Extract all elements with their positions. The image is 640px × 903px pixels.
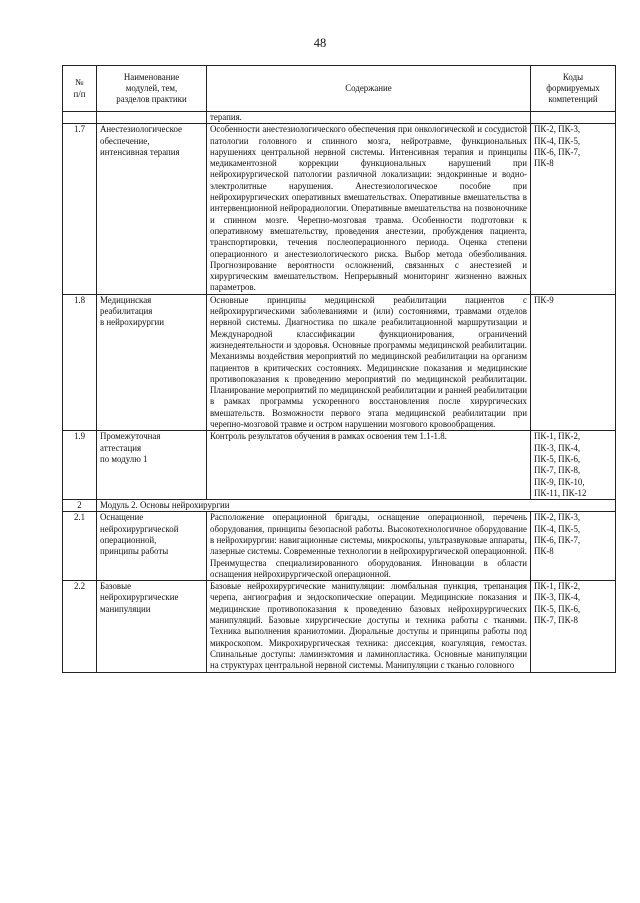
row-name: Оснащение нейрохирургической операционной, принципы работы (97, 512, 207, 581)
row-name: Анестезиологическое обеспечение, интенсивная терапия (97, 124, 207, 294)
row-codes: ПК-2, ПК-3, ПК-4, ПК-5, ПК-6, ПК-7, ПК-8 (531, 512, 616, 581)
row-content: Базовые нейрохирургические манипуляции: люмбальная пункция, трепанация черепа, ангиография и эндоскопические операции. Медицинские показания и медицинские противопоказания к проведению базовых нейрохирургических манипуляций. Базовые хирургические доступы и техника работы с тканями. Техника выполнения краниотомии. Дюральные доступы и принципы работы под микроскопом. Микрохирургическая техника: диссекция, коагуляция, гемостаз. Спинальные доступы: ламинэктомия и ламинопластика. Основные манипуляции на структурах центральной нервной системы. Манипуляции с тканью головного (207, 581, 531, 672)
row-content: Расположение операционной бригады, оснащение операционной, перечень оборудования, принципы безопасной работы. Высокотехнологичное оборудование в нейрохирургии: навигационные системы, микроскопы, ультразвуковые аппараты, лазерные системы. Современные технологии в нейрохирургической операционной. Преимущества специализированного оборудования. Инновации в области оснащения нейрохирургической операционной. (207, 512, 531, 581)
row-name: Промежуточная аттестация по модулю 1 (97, 431, 207, 500)
row-codes: ПК-1, ПК-2, ПК-3, ПК-4, ПК-5, ПК-6, ПК-7, ПК-8, ПК-9, ПК-10, ПК-11, ПК-12 (531, 431, 616, 500)
row-number: 2.1 (63, 512, 97, 581)
row-number: 1.8 (63, 294, 97, 431)
row-number: 2.2 (63, 581, 97, 672)
table-row-continuation (63, 112, 616, 124)
table-row-2-2 (63, 581, 616, 672)
module-number: 2 (63, 500, 97, 512)
row-number: 1.9 (63, 431, 97, 500)
row-codes: ПК-2, ПК-3, ПК-4, ПК-5, ПК-6, ПК-7, ПК-8 (531, 124, 616, 294)
row-content: Особенности анестезиологического обеспечения при онкологической и сосудистой патологии головного и спинного мозга, нейротравме, функциональных нарушениях центральной нервной системы. Интенсивная терапия и принципы медикаментозной коррекции функциональных нарушений при нейрохирургической патологии различной локализации: эндокринные и водно-электролитные нарушения. Анестезиологическое пособие при нейрохирургических оперативных вмешательствах. Оперативные вмешательства в интервенционной нейрорадиологии. Оперативные вмешательства на позвоночнике и спинном мозге. Черепно-мозговая травма. Особенности подготовки к оперативному вмешательству, проведения анестезии, пробуждения пациента, транспортировки, течения послеоперационного периода. Оценка степени операционного и анестезиологического риска. Выбор метода обезболивания. Прогнозирование вероятности осложнений, связанных с анестезией и хирургическим вмешательством. Непрерывный мониторинг жизненно важных параметров. (207, 124, 531, 294)
row-content: Контроль результатов обучения в рамках освоения тем 1.1-1.8. (207, 431, 531, 500)
header-module-name: Наименование модулей, тем, разделов практики (97, 66, 207, 112)
curriculum-table (62, 65, 616, 673)
table-header-row (63, 66, 616, 112)
table-row-2-1 (63, 512, 616, 581)
row-content: Основные принципы медицинской реабилитации пациентов с нейрохирургическими заболеваниями и (или) состояниями, травмами отделов нервной системы. Диагностика по шкале реабилитационной маршрутизации и Международной классификации функционирования, ограничений жизнедеятельности и здоровья. Основные программы медицинской реабилитации. Механизмы воздействия мероприятий по медицинской реабилитации на организм пациентов в критических состояниях. Медицинские показания и медицинские противопоказания к проведению мероприятий по медицинской реабилитации. Планирование мероприятий по медицинской реабилитации и ранней реабилитации в рамках программы ускоренного восстановления после хирургических вмешательств. Возможности первого этапа медицинской реабилитации при черепно-мозговой травме и остром нарушении мозгового кровообращения. (207, 294, 531, 431)
header-number: № п/п (63, 66, 97, 112)
row-name: Медицинская реабилитация в нейрохирургии (97, 294, 207, 431)
row-name: Базовые нейрохирургические манипуляции (97, 581, 207, 672)
row-number (63, 112, 97, 124)
header-codes: Коды формируемых компетенций (531, 66, 616, 112)
table-row-1-7 (63, 124, 616, 294)
row-codes: ПК-1, ПК-2, ПК-3, ПК-4, ПК-5, ПК-6, ПК-7, ПК-8 (531, 581, 616, 672)
module-title: Модуль 2. Основы нейрохирургии (97, 500, 616, 512)
table-row-1-9 (63, 431, 616, 500)
row-content: терапия. (207, 112, 531, 124)
page-number: 48 (313, 36, 327, 50)
row-codes (531, 112, 616, 124)
row-number: 1.7 (63, 124, 97, 294)
header-content: Содержание (207, 66, 531, 112)
row-name (97, 112, 207, 124)
row-codes: ПК-9 (531, 294, 616, 431)
table-row-1-8 (63, 294, 616, 431)
module-2-header-row (63, 500, 616, 512)
